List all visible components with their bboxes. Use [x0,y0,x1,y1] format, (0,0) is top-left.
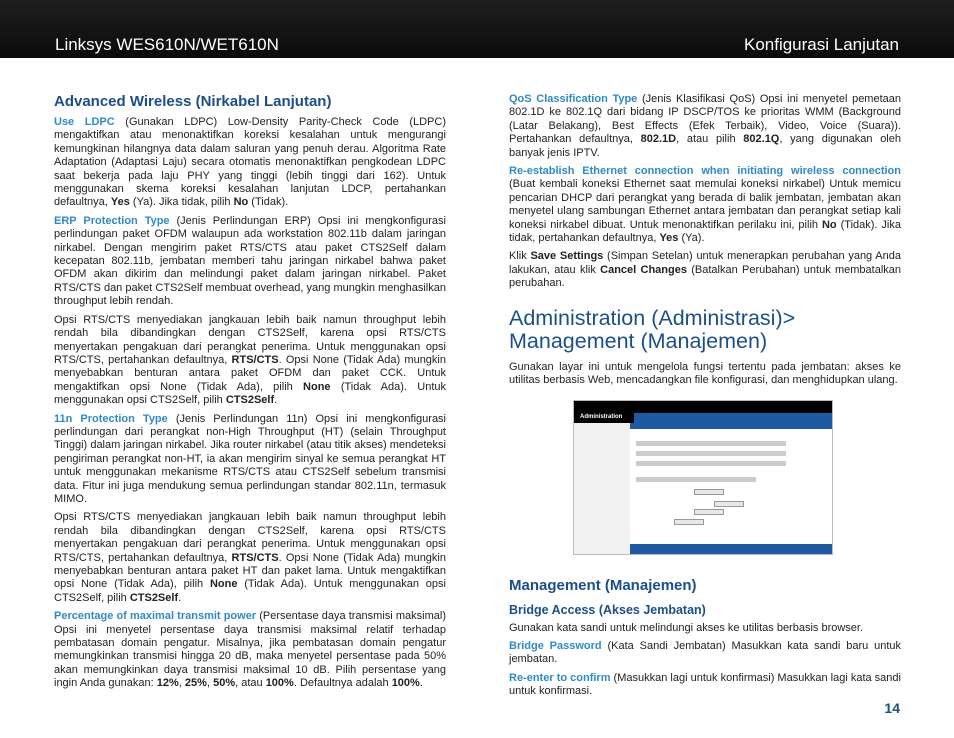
save-paragraph: Klik Save Settings (Simpan Setelan) untuk menerapkan perubahan yang Anda lakukan, atau klik Cancel Changes (Batalkan Perubahan) untuk membatalkan perubahan. [509,250,902,290]
power-term: Percentage of maximal transmit power [54,610,257,623]
shot-bottombar [630,544,832,554]
reenter-term: Re-enter to confirm [509,671,611,684]
chapter-heading: Administration (Administrasi)> Management (Manajemen) [509,305,796,353]
reestablish-term: Re-establish Ethernet connection when initiating wireless connection [509,165,901,178]
qos-term: QoS Classification Type [509,93,638,105]
intro-paragraph: Gunakan layar ini untuk mengelola fungsi tertentu pada jembatan: akses ke utilitas berbasis Web, mencadangkan file konfigurasi, dan menghidupkan ulang. [509,360,901,387]
header-product: Linksys WES610N/WET610N [55,35,279,54]
shot-subbar [630,423,832,429]
n11-term: 11n Protection Type [54,412,168,425]
shot-sidebar [574,423,630,554]
reestablish-paragraph: Re-establish Ethernet connection when initiating wireless connection (Buat kembali koneksi Ethernet saat memulai koneksi nirkabel) Untuk memicu pencarian DHCP dari perangkat yang berada di balik jembatan, jembatan akan menyetel ulang sambungan Ethernet antara jembatan dan perangkat setiap kali koneksi nirkabel dibuat. Untuk menonaktifkan perilaku ini, pilih No (Tidak). Jika tidak, pertahankan defaultnya, Yes (Ya). [509,165,901,245]
erp-paragraph: ERP Protection Type (Jenis Perlindungan ERP) Opsi ini mengkonfigurasi perlindungan paket OFDM walaupun ada workstation 802.11b dalam jaringan nirkabel. Dengan mengirim paket RTS/CTS atau paket CTS2Self dalam kecepatan 802.11b, jembatan memberi tahu jaringan nirkabel bahwa paket OFDM akan dikirim dan melindungi paket dalam jaringan nirkabel. Paket RTS/CTS dan paket CTS2Self membuat overhead, yang mungkin menghasilkan throughput lebih rendah. [54,214,446,308]
bridge-intro: Gunakan kata sandi untuk melindungi akses ke utilitas berbasis browser. [509,621,864,634]
bridge-password-paragraph: Bridge Password (Kata Sandi Jembatan) Masukkan kata sandi baru untuk jembatan. [509,639,901,666]
power-paragraph: Percentage of maximal transmit power (Persentase daya transmisi maksimal) Opsi ini menyetel persentase daya transmisi maksimal relatif terhadap pembatasan domain pengatur. Misalnya, jika pembatasan domain pengatur memungkinkan transmisi hingga 20 dB, maka menyetel persentase pada 50% akan memungkinkan daya transmisi maksimal 10 dB. Pilih persentase yang ingin Anda gunakan: 12%, 25%, 50%, atau 100%. Defaultnya adalah 100%. [54,610,446,690]
qos-paragraph: QoS Classification Type (Jenis Klasifikasi QoS) Opsi ini menyetel pemetaan 802.1D ke 802.1Q dari bidang IP DSCP/TOS ke prioritas WMM (Background (Latar Belakang), Best Effects (Efek Terbaik), Video, Voice (Suara)). Pertahankan defaultnya, 802.1D, atau pilih 802.1Q, yang digunakan oleh banyak jenis IPTV. [509,93,902,159]
page-header [0,0,954,58]
right-column [509,93,901,704]
shot-row [636,441,786,446]
shot-button [674,519,704,525]
section-heading: Advanced Wireless (Nirkabel Lanjutan) [54,93,332,110]
erp-term: ERP Protection Type [54,214,170,227]
n11-detail-paragraph: Opsi RTS/CTS menyediakan jangkauan lebih baik namun throughput lebih rendah bila dibandingkan dengan CTS2Self, karena opsi RTS/CTS menyertakan pengakuan dari perangkat penerima. Untuk menggunakan opsi RTS/CTS, pertahankan defaultnya, RTS/CTS. Opsi None (Tidak Ada) mungkin menyebabkan benturan antara paket HT dan paket lama. Untuk mengaktifkan opsi None (Tidak Ada), pilih None (Tidak Ada). Untuk menggunakan opsi CTS2Self, pilih CTS2Self. [54,511,446,604]
bridge-access-heading: Bridge Access (Akses Jembatan) [509,602,706,617]
erp-detail-paragraph: Opsi RTS/CTS menyediakan jangkauan lebih baik namun throughput lebih rendah bila dibandingkan dengan CTS2Self, karena opsi RTS/CTS menyertakan pengakuan dari perangkat penerima. Untuk menggunakan opsi RTS/CTS, pertahankan defaultnya, RTS/CTS. Opsi None (Tidak Ada) mungkin menyebabkan benturan antara paket OFDM dan paket CCK. Untuk mengaktifkan opsi None (Tidak Ada), pilih None (Tidak Ada). Untuk menggunakan opsi CTS2Self, pilih CTS2Self. [54,313,446,407]
shot-title: Administration [580,413,623,420]
n11-paragraph: 11n Protection Type (Jenis Perlindungan 11n) Opsi ini mengkonfigurasi perlindungan dari perangkat non-High Throughput (HT) (selain Throughput Tinggi) dalam jaringan nirkabel. Jika router nirkabel (atau titik akses) mendeteksi pengiriman perangkat non-HT, ia akan mengirim sinyal ke semua perangkat HT untuk menggunakan mekanisme RTS/CTS atau CTS2Self sebelum transmisi data. Fitur ini juga mendukung semua perlindungan standar 802.11n, termasuk MIMO. [54,412,446,505]
ldpc-paragraph: Use LDPC (Gunakan LDPC) Low-Density Parity-Check Code (LDPC) mengaktifkan atau menonaktifkan koreksi kesalahan untuk mengurangi kemungkinan hilangnya data dalam saluran yang penuh derau. Algoritma Rate Adaptation (Adaptasi Laju) secara otomatis menonaktifkan pengkodean LDPC saat bekerja pada laju PHY yang tinggi (lebih tinggi dari 162). Untuk menggunakan skema koreksi kesalahan lanjutan LDCP, pertahankan defaultnya, Yes (Ya). Jika tidak, pilih No (Tidak). [54,116,446,209]
shot-row [636,451,786,456]
left-column [54,93,446,696]
reenter-paragraph: Re-enter to confirm (Masukkan lagi untuk konfirmasi) Masukkan lagi kata sandi untuk konfirmasi. [509,671,901,698]
shot-row [636,461,786,466]
header-section: Konfigurasi Lanjutan [743,35,899,54]
shot-row [636,477,756,482]
shot-button [694,509,724,515]
admin-screenshot [573,400,833,555]
shot-tabs [634,413,832,423]
ldpc-term: Use LDPC [54,116,115,128]
shot-button [714,501,744,507]
page-number: 14 [884,700,900,716]
shot-button [694,489,724,495]
bridge-password-term: Bridge Password [509,639,602,652]
management-heading: Management (Manajemen) [509,576,697,594]
